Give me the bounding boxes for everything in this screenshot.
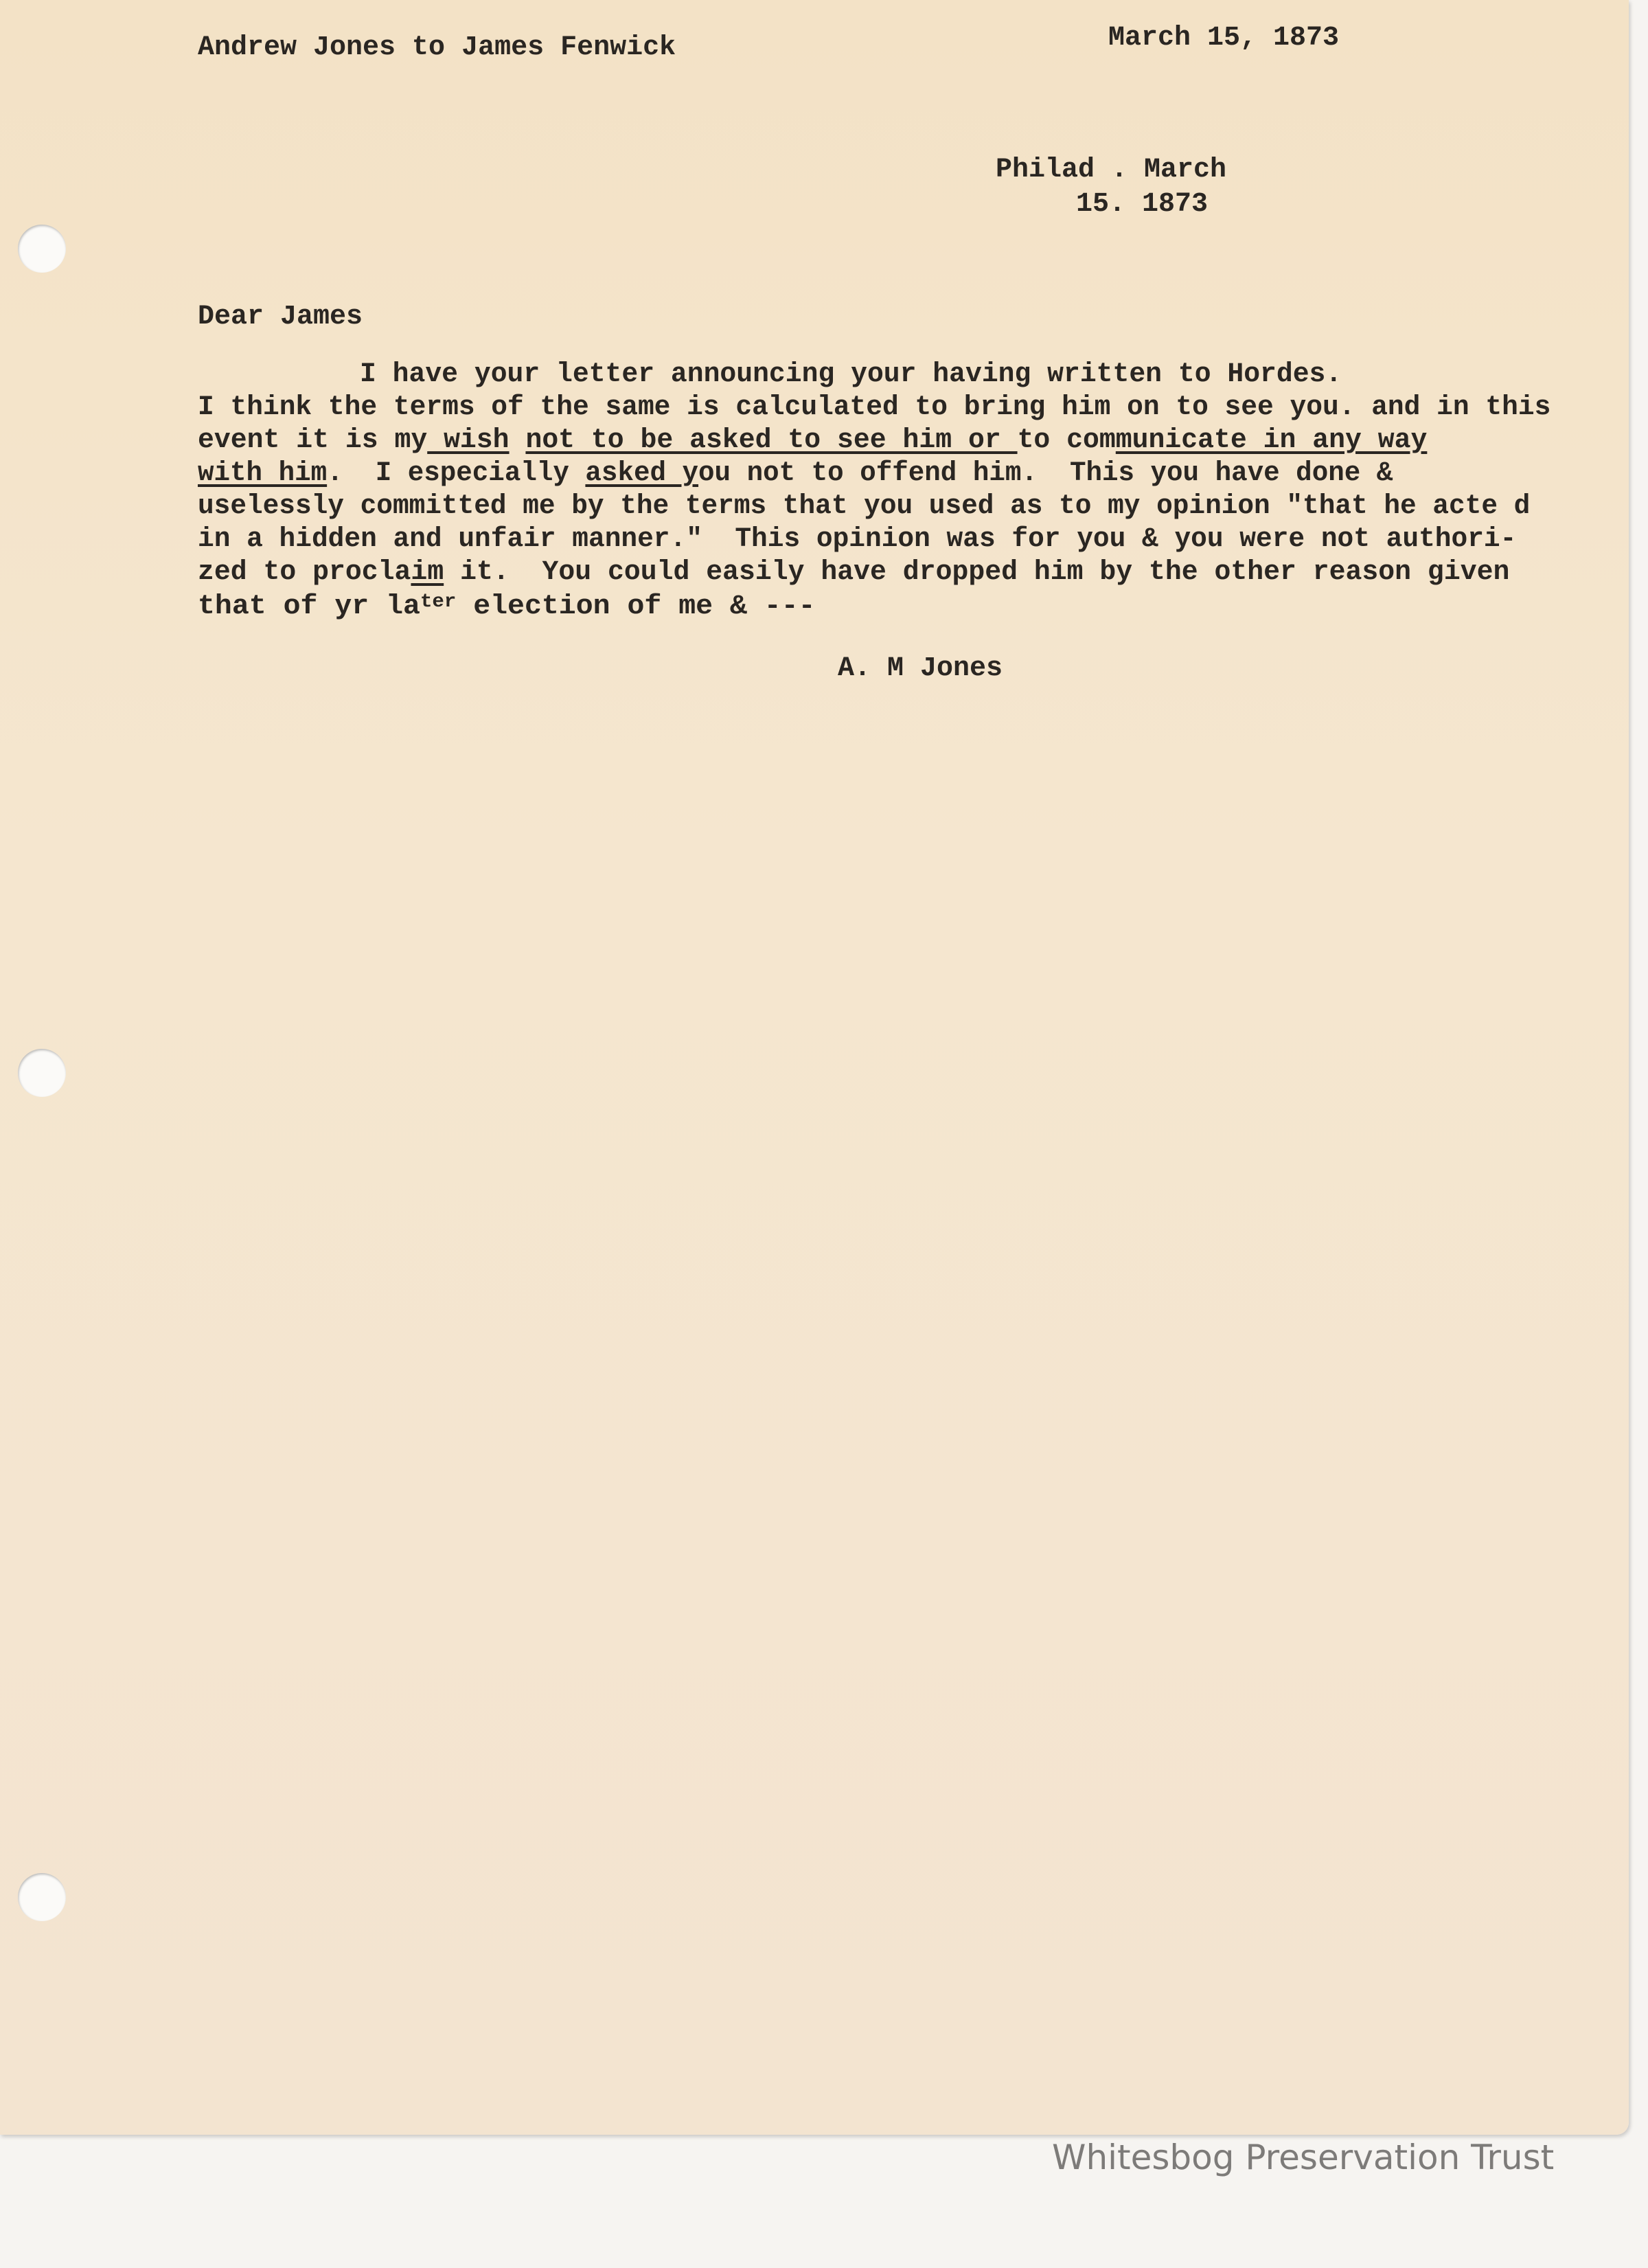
letter-line	[198, 558, 1509, 588]
underlined-text: municate in any way	[1115, 425, 1428, 456]
dateline-date: 15. 1873	[1076, 189, 1209, 220]
letter-line	[198, 492, 1530, 522]
letter-line	[360, 360, 1342, 390]
line-text: in a hidden and unfair manner." This opinion was for you & you were not authori-	[198, 524, 1517, 555]
punch-hole	[18, 225, 66, 273]
line-text: . I especially	[327, 458, 586, 489]
signature: A. M Jones	[838, 653, 1003, 684]
dateline-place: Philad . March	[996, 155, 1227, 185]
line-text: event it is my	[198, 425, 428, 456]
underlined-text: wish	[427, 425, 510, 456]
line-text: election of me & ---	[456, 591, 816, 622]
line-text: that of yr la	[198, 591, 420, 622]
watermark: Whitesbog Preservation Trust	[1052, 2137, 1555, 2177]
punch-hole	[18, 1049, 66, 1097]
punch-hole	[18, 1873, 66, 1921]
letter-line	[198, 426, 1427, 456]
line-text: zed to procla	[198, 557, 411, 588]
document-title: Andrew Jones to James Fenwick	[198, 32, 676, 63]
line-text: I think the terms of the same is calculated to bring him on to see you. and in this	[198, 392, 1551, 423]
letter-line	[198, 393, 1550, 423]
salutation: Dear James	[198, 302, 363, 332]
letter-line	[198, 525, 1516, 555]
underlined-text: with him	[198, 458, 328, 489]
underlined-text: not to be asked to see him or	[525, 425, 1018, 456]
line-text: to com	[1017, 425, 1116, 456]
line-text: I have your letter announcing your having written to Hordes.	[360, 359, 1342, 390]
underlined-text: im	[411, 557, 444, 588]
line-text	[510, 425, 526, 456]
underlined-text: asked y	[585, 458, 699, 489]
line-text: ou not to offend him. This you have done &	[698, 458, 1393, 489]
superscript-text: ter	[420, 591, 457, 613]
letter-line	[198, 592, 816, 622]
line-text: it. You could easily have dropped him by the other reason given	[444, 557, 1510, 588]
document-date: March 15, 1873	[1108, 23, 1340, 54]
letter-line	[198, 459, 1393, 489]
line-text: uselessly committed me by the terms that you used as to my opinion "that he acte d	[198, 491, 1531, 522]
